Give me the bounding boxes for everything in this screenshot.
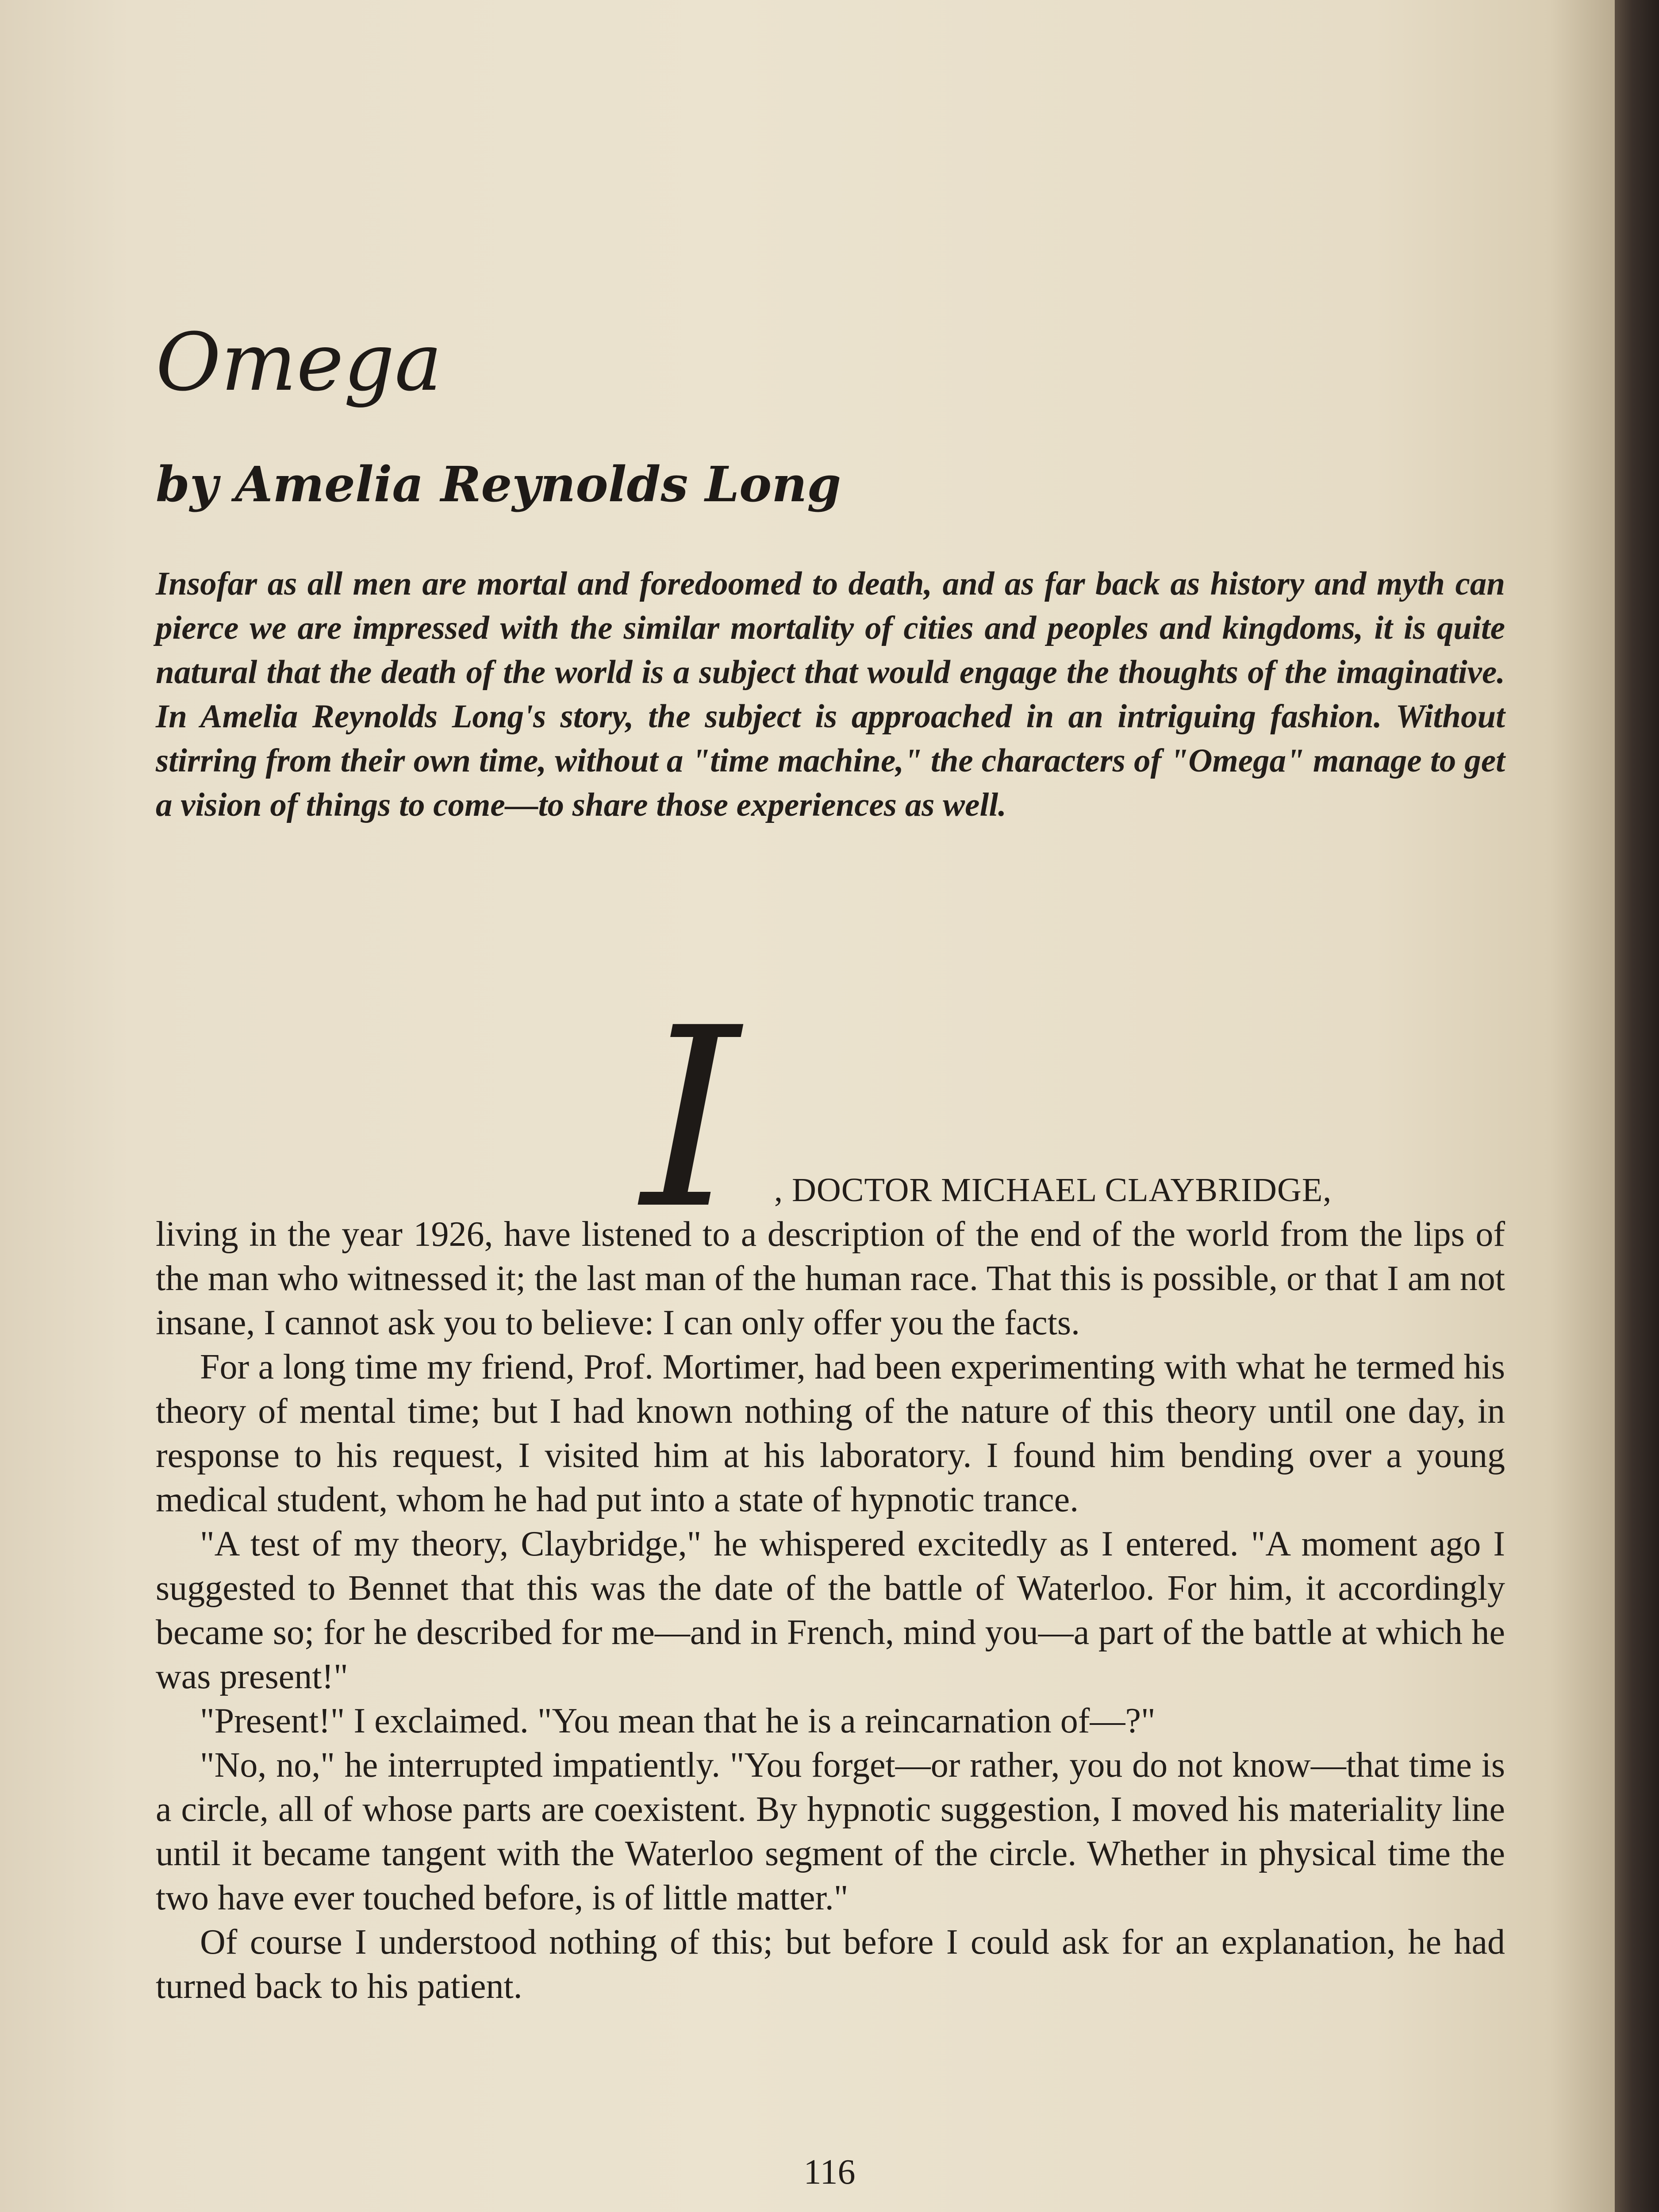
body-paragraph: "Present!" I exclaimed. "You mean that he is a reincarnation of—?" xyxy=(200,1701,1156,1740)
book-spine-edge xyxy=(1615,0,1659,2212)
body-paragraph: For a long time my friend, Prof. Mortimer, had been experimenting with what he termed his theory of mental time; but I had known nothing of the nature of this theory until one day, in response to his request, I visited him at his laboratory. I found him bending over a young medical student, whom he had put into a state of hypnotic trance. xyxy=(156,1348,1505,1519)
author-byline: by Amelia Reynolds Long xyxy=(156,456,841,513)
opening-caps: , DOCTOR MICHAEL CLAYBRIDGE, xyxy=(774,1171,1332,1209)
story-title: Omega xyxy=(156,316,442,409)
body-paragraph: Of course I understood nothing of this; but before I could ask for an explanation, he had turned back to his patient. xyxy=(156,1923,1505,2006)
body-paragraph: living in the year 1926, have listened to a description of the end of the world from the lips of the man who witnessed it; the last man of the human race. That this is possible, or that I am not insane, I cannot ask you to believe: I can only offer you the facts. xyxy=(156,1215,1505,1342)
drop-cap: I xyxy=(641,975,740,1263)
body-paragraph: "A test of my theory, Claybridge," he whispered excitedly as I entered. "A moment ago I suggested to Bennet that this was the date of the battle of Waterloo. For him, it accordingly became so; for he described for me—and in French, mind you—a part of the battle at which he was present!" xyxy=(156,1525,1505,1696)
intro-paragraph: Insofar as all men are mortal and foredoomed to death, and as far back as history and myth can pierce we are impressed with the similar mortality of cities and peoples and kingdoms, it is quite natural that the death of the world is a subject that would engage the thoughts of the imaginative. In Amelia Reynolds Long's story, the subject is approached in an intriguing fashion. Without stirring from their own time, without a "time machine," the characters of "Omega" manage to get a vision of things to come—to share those experiences as well. xyxy=(156,565,1505,823)
page-number: 116 xyxy=(803,2153,856,2192)
story-body xyxy=(156,1212,1505,2008)
body-paragraph: "No, no," he interrupted impatiently. "You forget—or rather, you do not know—that time is a circle, all of whose parts are coexistent. By hypnotic suggestion, I moved his materiality line until it became tangent with the Waterloo segment of the circle. Whether in physical time the two have ever touched before, is of little matter." xyxy=(156,1746,1505,1917)
